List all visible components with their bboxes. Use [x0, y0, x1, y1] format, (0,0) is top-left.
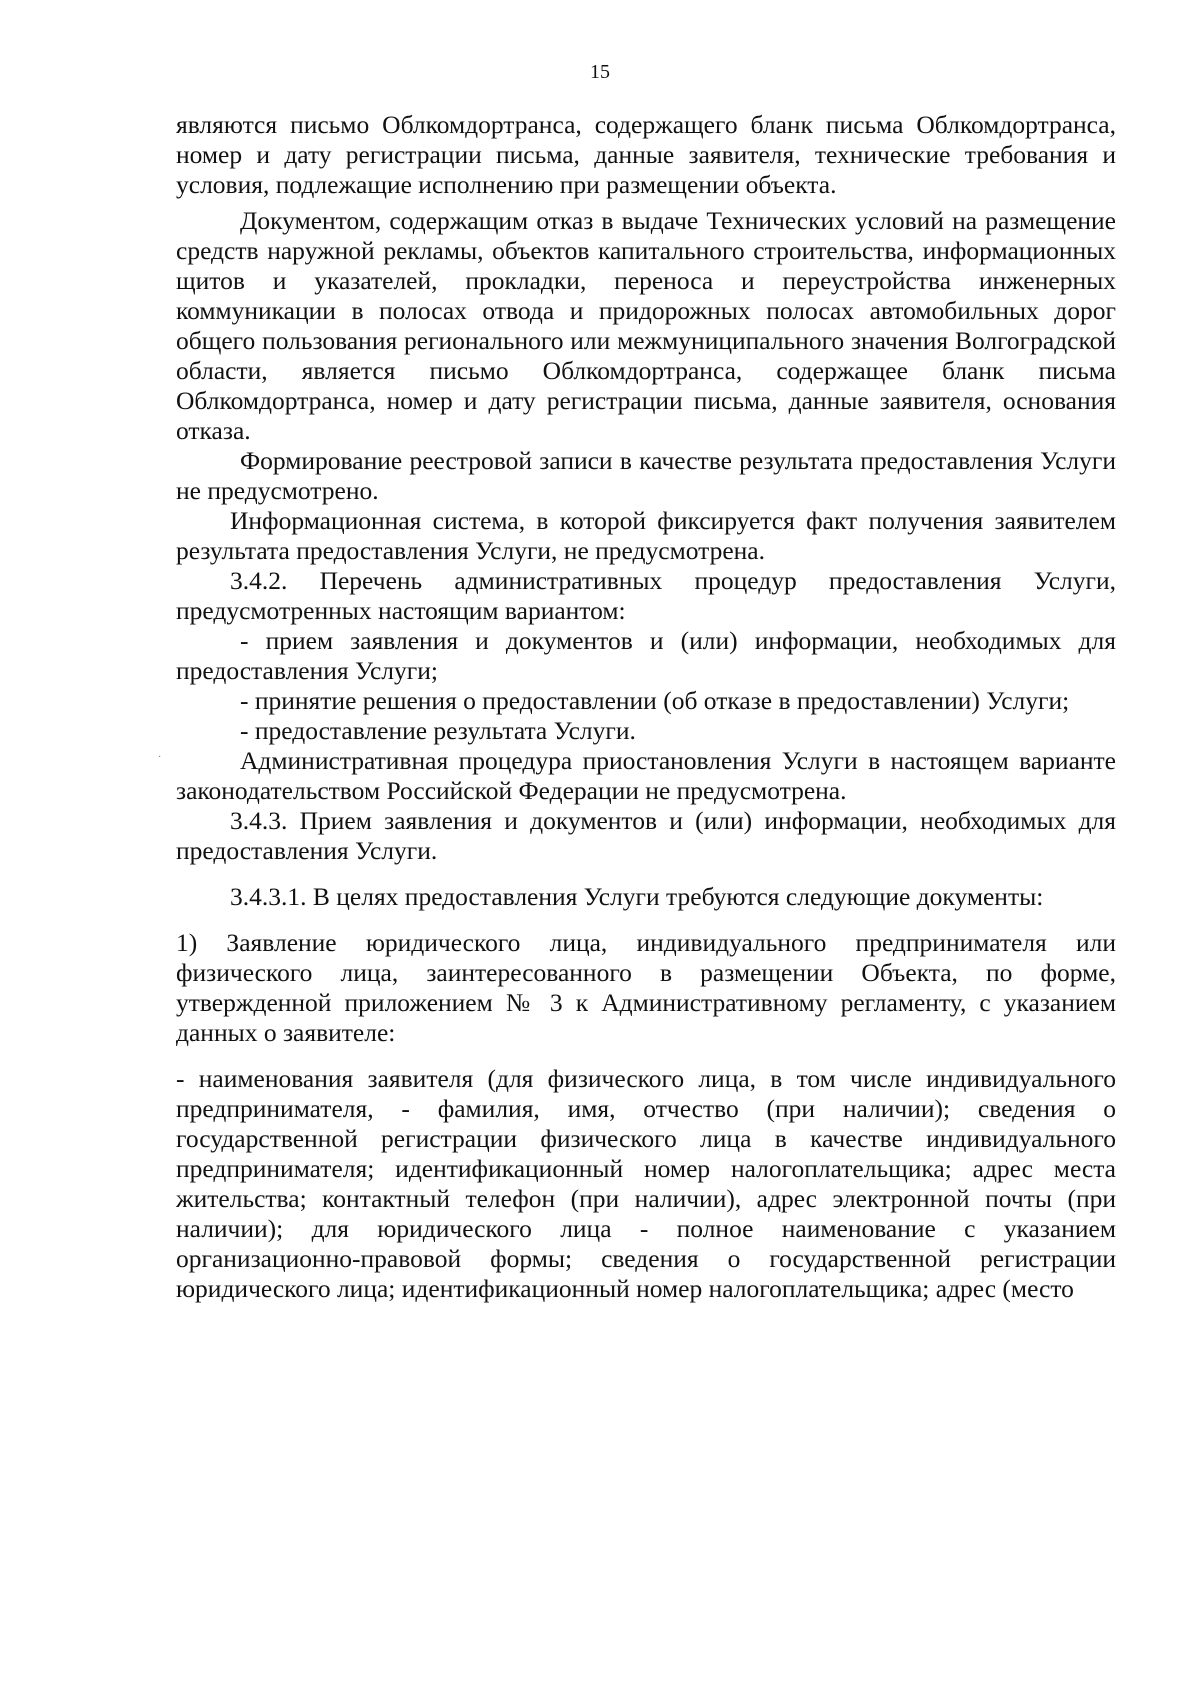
- paragraph-3-4-3-1: 3.4.3.1. В целях предоставления Услуги требуются следующие документы:: [230, 882, 1044, 911]
- paragraph-result-letter: являются письмо Облкомдортранса, содержащего бланк письма Облкомдортранса, номер и дату регистрации письма, данные заявителя, технические требования и условия, подлежащие исполнению при размещении объекта.: [176, 110, 1116, 199]
- paragraph-3-4-3: 3.4.3. Прием заявления и документов и (или) информации, необходимых для предоставления Услуги.: [176, 806, 1116, 865]
- list-item-provide-result: - предоставление результата Услуги.: [240, 716, 636, 745]
- paragraph-information-system: Информационная система, в которой фиксируется факт получения заявителем результата предоставления Услуги, не предусмотрена.: [176, 506, 1116, 565]
- paragraph-suspension: Административная процедура приостановления Услуги в настоящем варианте законодательством Российской Федерации не предусмотрена.: [176, 746, 1116, 805]
- margin-mark: ·: [158, 752, 162, 763]
- document-body: [176, 110, 1116, 1304]
- list-item-decision: - принятие решения о предоставлении (об отказе в предоставлении) Услуги;: [240, 686, 1070, 715]
- paragraph-registry-record: Формирование реестровой записи в качестве результата предоставления Услуги не предусмотрено.: [176, 446, 1116, 505]
- page-number: 15: [590, 61, 610, 83]
- paragraph-3-4-2: 3.4.2. Перечень административных процедур предоставления Услуги, предусмотренных настоящим вариантом:: [176, 566, 1116, 625]
- paragraph-applicant-data: - наименования заявителя (для физического лица, в том числе индивидуального предпринимателя, - фамилия, имя, отчество (при наличии); сведения о государственной регистрации физического лица в качестве индивидуального предпринимателя; идентификационный номер налогоплательщика; адрес места жительства; контактный телефон (при наличии), адрес электронной почты (при наличии); для юридического лица - полное наименование с указанием организационно-правовой формы; сведения о государственной регистрации юридического лица; идентификационный номер налогоплательщика; адрес (место: [176, 1064, 1116, 1303]
- paragraph-refusal-document: Документом, содержащим отказ в выдаче Технических условий на размещение средств наружной рекламы, объектов капитального строительства, информационных щитов и указателей, прокладки, переноса и переустройства инженерных коммуникации в полосах отвода и придорожных полосах автомобильных дорог общего пользования регионального или межмуниципального значения Волгоградской области, является письмо Облкомдортранса, содержащее бланк письма Облкомдортранса, номер и дату регистрации письма, данные заявителя, основания отказа.: [176, 206, 1116, 445]
- list-item-accept-application: - прием заявления и документов и (или) информации, необходимых для предоставления Услуги;: [176, 626, 1116, 685]
- paragraph-item-1-application: 1) Заявление юридического лица, индивидуального предпринимателя или физического лица, заинтересованного в размещении Объекта, по форме, утвержденной приложением № 3 к Административному регламенту, с указанием данных о заявителе:: [176, 928, 1116, 1047]
